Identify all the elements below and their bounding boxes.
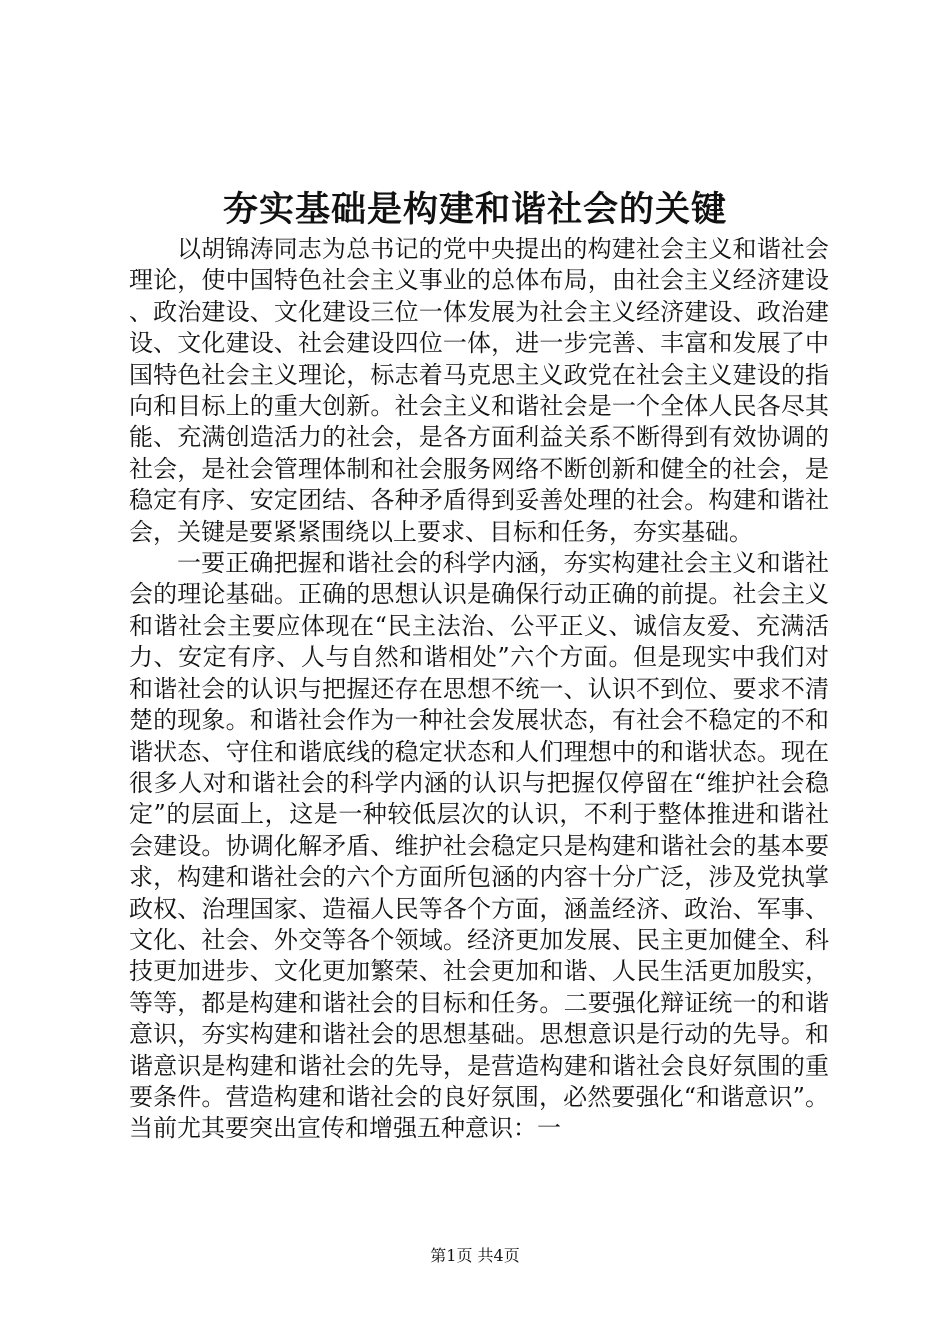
page-number-footer: 第1页 共4页: [430, 1246, 520, 1265]
paragraph-1: 以胡锦涛同志为总书记的党中央提出的构建社会主义和谐社会理论，使中国特色社会主义事业的总体布局，由社会主义经济建设、政治建设、文化建设三位一体发展为社会主义经济建设、政治建设、文化建设、社会建设四位一体，进一步完善、丰富和发展了中国特色社会主义理论，标志着马克思主义政党在社会主义建设的指向和目标上的重大创新。社会主义和谐社会是一个全体人民各尽其能、充满创造活力的社会，是各方面利益关系不断得到有效协调的社会，是社会管理体制和社会服务网络不断创新和健全的社会，是稳定有序、安定团结、各种矛盾得到妥善处理的社会。构建和谐社会，关键是要紧紧围绕以上要求、目标和任务，夯实基础。: [129, 235, 829, 546]
document-title: 夯实基础是构建和谐社会的关键: [222, 189, 727, 230]
paragraph-2: 一要正确把握和谐社会的科学内涵，夯实构建社会主义和谐社会的理论基础。正确的思想认识是确保行动正确的前提。社会主义和谐社会主要应体现在“民主法治、公平正义、诚信友爱、充满活力、安定有序、人与自然和谐相处”六个方面。但是现实中我们对和谐社会的认识与把握还存在思想不统一、认识不到位、要求不清楚的现象。和谐社会作为一种社会发展状态，有社会不稳定的不和谐状态、守住和谐底线的稳定状态和人们理想中的和谐状态。现在很多人对和谐社会的科学内涵的认识与把握仅停留在“维护社会稳定”的层面上，这是一种较低层次的认识，不利于整体推进和谐社会建设。协调化解矛盾、维护社会稳定只是构建和谐社会的基本要求，构建和谐社会的六个方面所包涵的内容十分广泛，涉及党执掌政权、治理国家、造福人民等各个方面，涵盖经济、政治、军事、文化、社会、外交等各个领域。经济更加发展、民主更加健全、科技更加进步、文化更加繁荣、社会更加和谐、人民生活更加殷实，等等，都是构建和谐社会的目标和任务。二要强化辩证统一的和谐意识，夯实构建和谐社会的思想基础。思想意识是行动的先导。和谐意识是构建和谐社会的先导，是营造构建和谐社会良好氛围的重要条件。营造构建和谐社会的良好氛围，必然要强化“和谐意识”。当前尤其要突出宣传和增强五种意识：一: [129, 549, 829, 1143]
document-body: [129, 234, 829, 1145]
